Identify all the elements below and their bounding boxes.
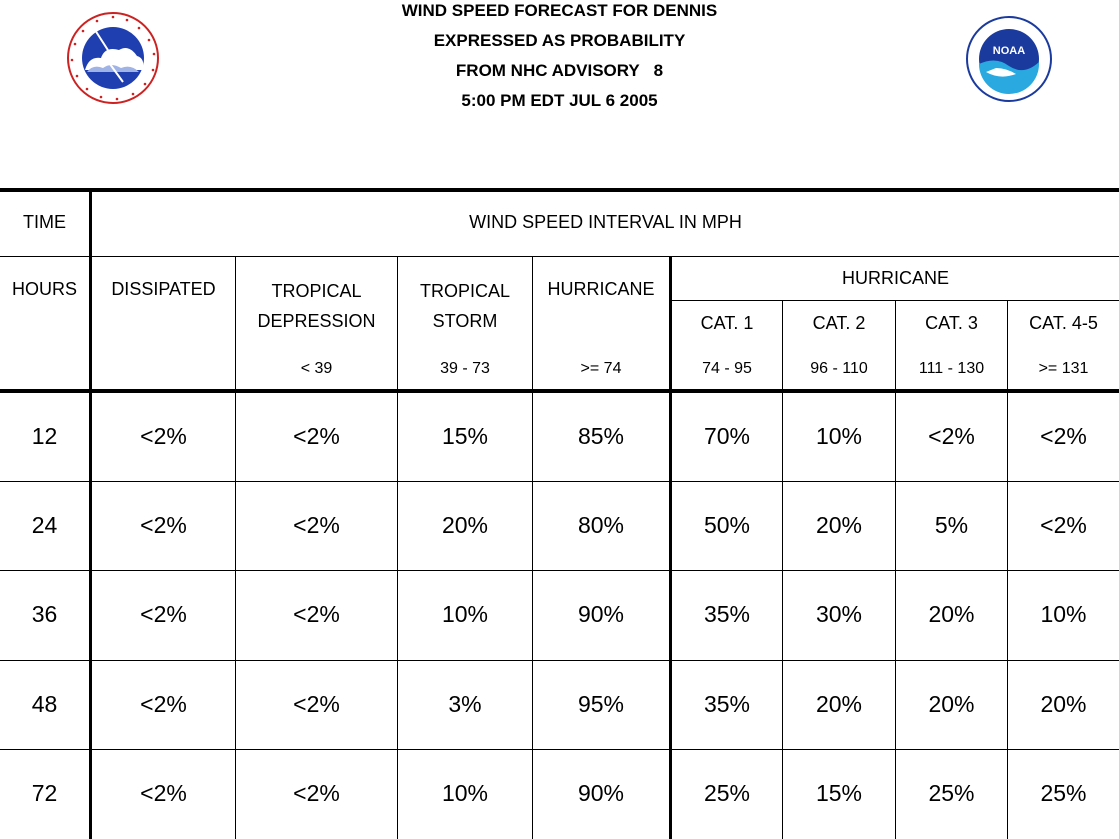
probability-cell: 25% xyxy=(928,780,975,806)
probability-cell: 20% xyxy=(815,691,863,717)
probability-cell: 70% xyxy=(703,423,751,449)
col-cat3-label: CAT. 3 xyxy=(925,313,978,333)
col-cat2-label: CAT. 2 xyxy=(812,313,866,333)
col-ts-range: 39 - 73 xyxy=(440,360,490,377)
title-line-4: 5:00 PM EDT JUL 6 2005 xyxy=(461,91,658,110)
probability-cell: <2% xyxy=(293,601,340,627)
probability-cell: 10% xyxy=(1040,601,1087,627)
probability-cell: 85% xyxy=(577,423,625,449)
row-hours-cell: 72 xyxy=(31,780,58,806)
probability-cell: <2% xyxy=(140,512,187,538)
probability-cell: 15% xyxy=(441,423,489,449)
row-hours-cell: 48 xyxy=(31,691,58,717)
title-line-3: FROM NHC ADVISORY 8 xyxy=(455,61,664,80)
col-td-range: < 39 xyxy=(300,360,333,377)
time-header: TIME xyxy=(23,212,66,232)
probability-cell: <2% xyxy=(140,601,187,627)
probability-cell: 50% xyxy=(703,512,751,538)
row-hours-cell: 36 xyxy=(31,601,58,627)
probability-cell: 15% xyxy=(815,780,863,806)
col-hurricane-range: >= 74 xyxy=(580,360,622,377)
probability-cell: <2% xyxy=(140,691,187,717)
col-cat45-range: >= 131 xyxy=(1038,360,1089,377)
probability-cell: <2% xyxy=(293,691,340,717)
col-ts-label-1: TROPICAL xyxy=(419,281,511,301)
row-hours-cell: 12 xyxy=(31,423,58,449)
col-ts-label-2: STORM xyxy=(432,311,498,331)
probability-cell: 5% xyxy=(934,512,969,538)
probability-cell: <2% xyxy=(928,423,975,449)
probability-cell: 90% xyxy=(577,780,625,806)
probability-cell: 25% xyxy=(1040,780,1087,806)
probability-cell: 20% xyxy=(815,512,863,538)
col-cat45-label: CAT. 4-5 xyxy=(1029,313,1098,333)
probability-cell: 35% xyxy=(703,601,751,627)
probability-cell: <2% xyxy=(140,780,187,806)
probability-cell: <2% xyxy=(1040,423,1087,449)
hours-header: HOURS xyxy=(11,279,77,299)
probability-cell: <2% xyxy=(293,512,340,538)
probability-cell: 20% xyxy=(1040,691,1087,717)
probability-cell: 95% xyxy=(577,691,625,717)
hurricane-group-header: HURRICANE xyxy=(841,268,949,288)
svg-text:NOAA: NOAA xyxy=(992,45,1026,57)
probability-cell: 25% xyxy=(703,780,751,806)
col-cat3-range: 111 - 130 xyxy=(918,360,985,377)
probability-cell: <2% xyxy=(140,423,187,449)
probability-cell: 20% xyxy=(441,512,489,538)
col-td-label-2: DEPRESSION xyxy=(257,311,376,331)
col-cat2-range: 96 - 110 xyxy=(810,360,868,377)
col-td-label-1: TROPICAL xyxy=(271,281,362,301)
probability-cell: 10% xyxy=(815,423,863,449)
probability-cell: 35% xyxy=(703,691,751,717)
probability-cell: 20% xyxy=(928,601,975,627)
probability-cell: 20% xyxy=(928,691,975,717)
probability-cell: 90% xyxy=(577,601,625,627)
col-dissipated-label: DISSIPATED xyxy=(111,279,216,299)
probability-cell: 3% xyxy=(448,691,482,717)
row-hours-cell: 24 xyxy=(31,512,58,538)
col-cat1-range: 74 - 95 xyxy=(702,360,752,377)
probability-cell: <2% xyxy=(293,780,340,806)
probability-cell: <2% xyxy=(1040,512,1087,538)
probability-cell: 30% xyxy=(815,601,863,627)
col-cat1-label: CAT. 1 xyxy=(700,313,754,333)
title-line-1: WIND SPEED FORECAST FOR DENNIS xyxy=(401,1,718,20)
probability-cell: 10% xyxy=(441,601,489,627)
interval-header: WIND SPEED INTERVAL IN MPH xyxy=(469,212,742,232)
title-line-2: EXPRESSED AS PROBABILITY xyxy=(433,31,686,50)
probability-cell: <2% xyxy=(293,423,340,449)
col-hurricane-label: HURRICANE xyxy=(547,279,655,299)
probability-cell: 80% xyxy=(577,512,625,538)
probability-cell: 10% xyxy=(441,780,489,806)
